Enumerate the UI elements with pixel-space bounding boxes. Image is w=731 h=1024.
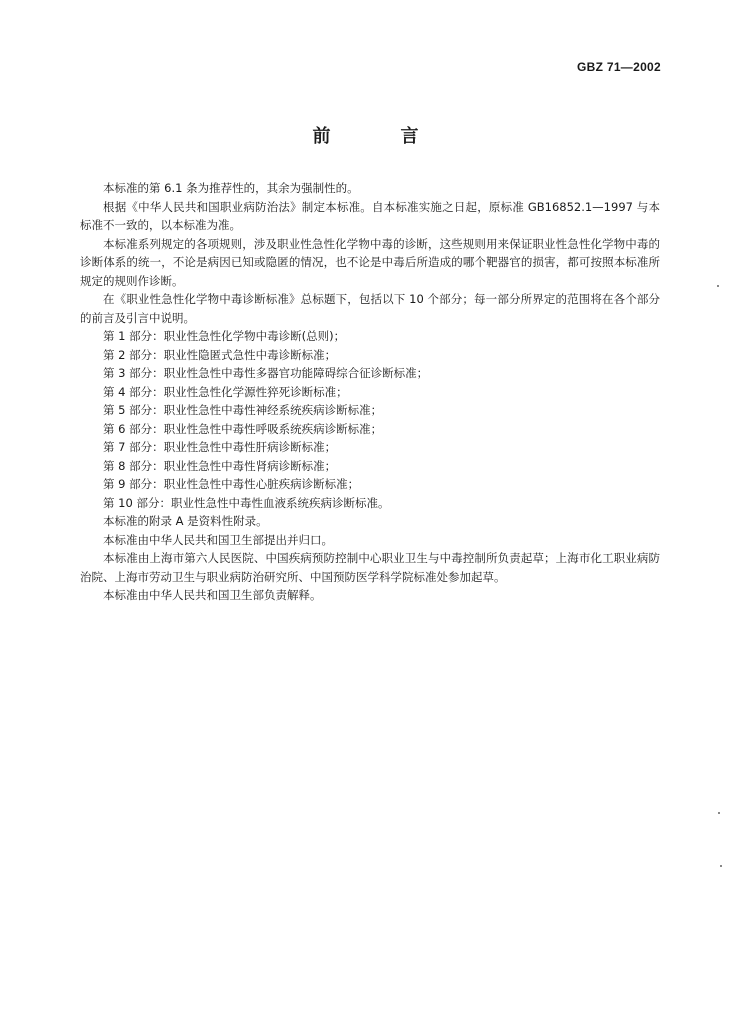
part-item-5: 第 5 部分：职业性急性中毒性神经系统疾病诊断标准；: [103, 403, 383, 417]
paragraph-interpretation: 本标准由中华人民共和国卫生部负责解释。: [103, 588, 322, 602]
part-item-10: 第 10 部分：职业性急性中毒性血液系统疾病诊断标准。: [103, 495, 390, 510]
part-item-9: 第 9 部分：职业性急性中毒性心脏疾病诊断标准；: [103, 477, 360, 491]
part-item-8: 第 8 部分：职业性急性中毒性肾病诊断标准；: [103, 458, 337, 473]
paragraph-recommended-clause: 本标准的第 6.1 条为推荐性的，其余为强制性的。: [103, 181, 359, 195]
document-code: GBZ 71—2002: [576, 60, 661, 74]
paragraph-appendix-note: 本标准的附录 A 是资料性附录。: [103, 514, 268, 528]
part-item-4: 第 4 部分：职业性急性化学源性猝死诊断标准；: [103, 384, 348, 399]
paragraph-legal-basis: 根据《中华人民共和国职业病防治法》制定本标准。自本标准实施之日起，原标准 GB16852.1—1997 与本标准不一致的，以本标准为准。: [80, 199, 660, 232]
scan-speck: [717, 285, 719, 287]
paragraph-rules-scope: 本标准系列规定的各项规则，涉及职业性急性化学物中毒的诊断，这些规则用来保证职业性急性化学物中毒的诊断体系的统一，不论是病因已知或隐匿的情况，也不论是中毒后所造成的哪个靶器官的损害，都可按照本标准所规定的规则作诊断。: [80, 236, 660, 288]
part-item-2: 第 2 部分：职业性隐匿式急性中毒诊断标准；: [103, 347, 337, 362]
paragraph-proposer: 本标准由中华人民共和国卫生部提出并归口。: [103, 532, 333, 547]
scan-speck: [720, 865, 722, 867]
paragraph-parts-intro: 在《职业性急性化学物中毒诊断标准》总标题下，包括以下 10 个部分；每一部分所界定的范围将在各个部分的前言及引言中说明。: [80, 292, 660, 325]
scan-speck: [718, 812, 720, 814]
paragraph-drafters: 本标准由上海市第六人民医院、中国疾病预防控制中心职业卫生与中毒控制所负责起草；上海市化工职业病防治院、上海市劳动卫生与职业病防治研究所、中国预防医学科学院标准处参加起草。: [80, 551, 660, 584]
part-item-7: 第 7 部分：职业性急性中毒性肝病诊断标准；: [103, 440, 337, 454]
part-item-1: 第 1 部分：职业性急性化学物中毒诊断(总则)；: [103, 329, 346, 343]
part-item-6: 第 6 部分：职业性急性中毒性呼吸系统疾病诊断标准；: [103, 421, 383, 436]
part-item-3: 第 3 部分：职业性急性中毒性多器官功能障碍综合征诊断标准；: [103, 366, 429, 380]
body-text: [80, 179, 660, 605]
page-title: 前 言: [312, 126, 445, 147]
